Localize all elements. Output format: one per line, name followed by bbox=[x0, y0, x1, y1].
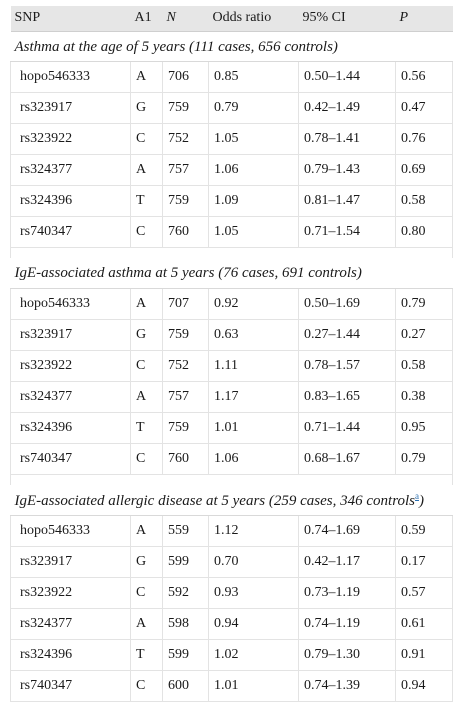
cell-ci: 0.83–1.65 bbox=[299, 381, 396, 412]
cell-a1: C bbox=[131, 670, 163, 701]
cell-a1: G bbox=[131, 92, 163, 123]
cell-n: 559 bbox=[163, 515, 209, 546]
cell-n: 598 bbox=[163, 608, 209, 639]
cell-a1: C bbox=[131, 123, 163, 154]
cell-odds-ratio: 1.01 bbox=[209, 670, 299, 701]
cell-a1: C bbox=[131, 443, 163, 474]
table-row bbox=[11, 577, 453, 608]
section-heading-row bbox=[11, 31, 453, 61]
section-title bbox=[11, 258, 453, 288]
table-row bbox=[11, 443, 453, 474]
cell-a1: A bbox=[131, 381, 163, 412]
cell-n: 757 bbox=[163, 154, 209, 185]
results-table-container bbox=[10, 6, 452, 702]
cell-p: 0.69 bbox=[396, 154, 453, 185]
cell-a1: A bbox=[131, 61, 163, 92]
cell-p: 0.59 bbox=[396, 515, 453, 546]
section-heading-row bbox=[11, 485, 453, 515]
cell-a1: A bbox=[131, 515, 163, 546]
cell-snp: rs323922 bbox=[11, 577, 131, 608]
cell-a1: T bbox=[131, 412, 163, 443]
cell-ci: 0.50–1.44 bbox=[299, 61, 396, 92]
table-row bbox=[11, 123, 453, 154]
cell-odds-ratio: 1.05 bbox=[209, 123, 299, 154]
table-row bbox=[11, 319, 453, 350]
cell-ci: 0.79–1.30 bbox=[299, 639, 396, 670]
footnote-link[interactable]: a bbox=[415, 491, 419, 502]
cell-n: 759 bbox=[163, 412, 209, 443]
table-row bbox=[11, 381, 453, 412]
cell-a1: G bbox=[131, 546, 163, 577]
cell-n: 592 bbox=[163, 577, 209, 608]
cell-odds-ratio: 0.85 bbox=[209, 61, 299, 92]
cell-n: 599 bbox=[163, 546, 209, 577]
cell-ci: 0.74–1.69 bbox=[299, 515, 396, 546]
cell-a1: G bbox=[131, 319, 163, 350]
cell-p: 0.38 bbox=[396, 381, 453, 412]
cell-ci: 0.73–1.19 bbox=[299, 577, 396, 608]
cell-ci: 0.50–1.69 bbox=[299, 288, 396, 319]
cell-odds-ratio: 1.06 bbox=[209, 154, 299, 185]
cell-snp: rs324396 bbox=[11, 185, 131, 216]
cell-p: 0.91 bbox=[396, 639, 453, 670]
cell-snp: rs740347 bbox=[11, 443, 131, 474]
cell-n: 752 bbox=[163, 123, 209, 154]
header-odds-ratio: Odds ratio bbox=[209, 6, 299, 31]
section-title-text: Asthma at the age of 5 years (111 cases, 656 controls) bbox=[14, 38, 338, 55]
section-spacer bbox=[11, 247, 453, 258]
cell-p: 0.95 bbox=[396, 412, 453, 443]
spacer-cell bbox=[11, 247, 453, 258]
cell-odds-ratio: 0.79 bbox=[209, 92, 299, 123]
cell-snp: rs324377 bbox=[11, 154, 131, 185]
table-row bbox=[11, 288, 453, 319]
cell-p: 0.94 bbox=[396, 670, 453, 701]
section-title bbox=[11, 31, 453, 61]
cell-snp: rs324377 bbox=[11, 381, 131, 412]
cell-snp: hopo546333 bbox=[11, 61, 131, 92]
table-row bbox=[11, 412, 453, 443]
table-row bbox=[11, 515, 453, 546]
header-n: N bbox=[163, 6, 209, 31]
cell-a1: C bbox=[131, 216, 163, 247]
section-title-closing: ) bbox=[419, 493, 424, 510]
table-body bbox=[11, 31, 453, 701]
cell-ci: 0.78–1.41 bbox=[299, 123, 396, 154]
table-row bbox=[11, 350, 453, 381]
cell-snp: rs323917 bbox=[11, 319, 131, 350]
table-row bbox=[11, 61, 453, 92]
cell-p: 0.61 bbox=[396, 608, 453, 639]
cell-snp: rs740347 bbox=[11, 670, 131, 701]
cell-a1: A bbox=[131, 288, 163, 319]
cell-odds-ratio: 1.02 bbox=[209, 639, 299, 670]
section-title-text: IgE-associated asthma at 5 years (76 cases, 691 controls) bbox=[14, 265, 362, 282]
cell-p: 0.79 bbox=[396, 443, 453, 474]
cell-snp: rs740347 bbox=[11, 216, 131, 247]
cell-odds-ratio: 0.94 bbox=[209, 608, 299, 639]
cell-n: 760 bbox=[163, 216, 209, 247]
section-heading-row bbox=[11, 258, 453, 288]
cell-odds-ratio: 1.05 bbox=[209, 216, 299, 247]
spacer-cell bbox=[11, 474, 453, 485]
cell-p: 0.79 bbox=[396, 288, 453, 319]
cell-ci: 0.74–1.19 bbox=[299, 608, 396, 639]
section-title-text: IgE-associated allergic disease at 5 years (259 cases, 346 controls bbox=[14, 493, 415, 510]
header-a1: A1 bbox=[131, 6, 163, 31]
cell-p: 0.27 bbox=[396, 319, 453, 350]
cell-odds-ratio: 0.93 bbox=[209, 577, 299, 608]
cell-n: 600 bbox=[163, 670, 209, 701]
cell-odds-ratio: 1.17 bbox=[209, 381, 299, 412]
table-row bbox=[11, 608, 453, 639]
cell-n: 759 bbox=[163, 319, 209, 350]
cell-a1: C bbox=[131, 577, 163, 608]
cell-ci: 0.42–1.49 bbox=[299, 92, 396, 123]
cell-odds-ratio: 0.70 bbox=[209, 546, 299, 577]
cell-snp: rs323917 bbox=[11, 546, 131, 577]
cell-n: 599 bbox=[163, 639, 209, 670]
cell-odds-ratio: 1.06 bbox=[209, 443, 299, 474]
table-row bbox=[11, 546, 453, 577]
cell-a1: T bbox=[131, 185, 163, 216]
cell-a1: A bbox=[131, 154, 163, 185]
cell-snp: hopo546333 bbox=[11, 288, 131, 319]
cell-odds-ratio: 1.01 bbox=[209, 412, 299, 443]
cell-odds-ratio: 1.12 bbox=[209, 515, 299, 546]
cell-a1: A bbox=[131, 608, 163, 639]
cell-a1: T bbox=[131, 639, 163, 670]
header-snp: SNP bbox=[11, 6, 131, 31]
cell-ci: 0.71–1.44 bbox=[299, 412, 396, 443]
table-row bbox=[11, 639, 453, 670]
cell-ci: 0.79–1.43 bbox=[299, 154, 396, 185]
header-ci: 95% CI bbox=[299, 6, 396, 31]
table-row bbox=[11, 670, 453, 701]
cell-odds-ratio: 1.09 bbox=[209, 185, 299, 216]
cell-snp: rs324396 bbox=[11, 639, 131, 670]
cell-odds-ratio: 1.11 bbox=[209, 350, 299, 381]
cell-p: 0.47 bbox=[396, 92, 453, 123]
cell-ci: 0.81–1.47 bbox=[299, 185, 396, 216]
cell-p: 0.56 bbox=[396, 61, 453, 92]
cell-ci: 0.71–1.54 bbox=[299, 216, 396, 247]
cell-p: 0.58 bbox=[396, 185, 453, 216]
cell-odds-ratio: 0.92 bbox=[209, 288, 299, 319]
cell-n: 706 bbox=[163, 61, 209, 92]
table-row bbox=[11, 92, 453, 123]
cell-n: 760 bbox=[163, 443, 209, 474]
cell-n: 759 bbox=[163, 185, 209, 216]
cell-ci: 0.78–1.57 bbox=[299, 350, 396, 381]
cell-a1: C bbox=[131, 350, 163, 381]
table-row bbox=[11, 216, 453, 247]
cell-p: 0.76 bbox=[396, 123, 453, 154]
cell-snp: rs323922 bbox=[11, 123, 131, 154]
cell-p: 0.58 bbox=[396, 350, 453, 381]
snp-association-table bbox=[10, 6, 453, 702]
table-header bbox=[11, 6, 453, 31]
section-spacer bbox=[11, 474, 453, 485]
header-row bbox=[11, 6, 453, 31]
cell-p: 0.80 bbox=[396, 216, 453, 247]
cell-p: 0.17 bbox=[396, 546, 453, 577]
cell-n: 759 bbox=[163, 92, 209, 123]
cell-ci: 0.74–1.39 bbox=[299, 670, 396, 701]
section-title bbox=[11, 485, 453, 515]
cell-n: 752 bbox=[163, 350, 209, 381]
cell-snp: rs324396 bbox=[11, 412, 131, 443]
cell-n: 707 bbox=[163, 288, 209, 319]
table-row bbox=[11, 154, 453, 185]
cell-p: 0.57 bbox=[396, 577, 453, 608]
table-row bbox=[11, 185, 453, 216]
header-p: P bbox=[396, 6, 453, 31]
cell-snp: hopo546333 bbox=[11, 515, 131, 546]
cell-ci: 0.27–1.44 bbox=[299, 319, 396, 350]
cell-snp: rs324377 bbox=[11, 608, 131, 639]
cell-ci: 0.68–1.67 bbox=[299, 443, 396, 474]
cell-odds-ratio: 0.63 bbox=[209, 319, 299, 350]
cell-ci: 0.42–1.17 bbox=[299, 546, 396, 577]
cell-snp: rs323922 bbox=[11, 350, 131, 381]
cell-n: 757 bbox=[163, 381, 209, 412]
cell-snp: rs323917 bbox=[11, 92, 131, 123]
